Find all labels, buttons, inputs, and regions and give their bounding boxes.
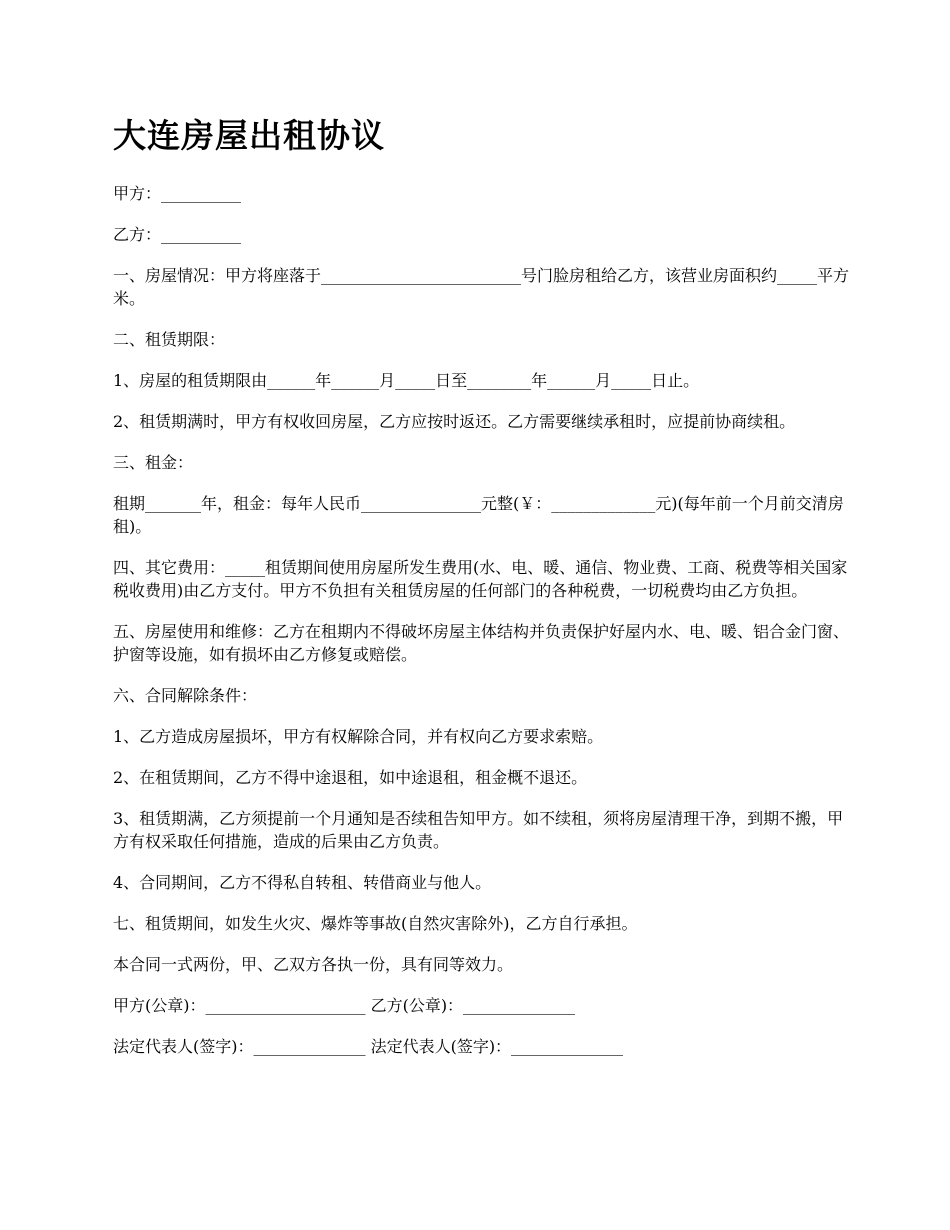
termination-clause-3: 3、租赁期满，乙方须提前一个月通知是否续租告知甲方。如不续租，须将房屋清理干净，到期不搬，甲方有权采取任何措施，造成的后果由乙方负责。 — [113, 809, 844, 851]
lease-term-clause-1: 1、房屋的租赁期限由______年______月_____日至________年______月_____日止。 — [113, 371, 700, 390]
section-rent-heading: 三、租金： — [113, 453, 194, 472]
section-lease-term-heading: 二、租赁期限： — [113, 330, 226, 349]
section-accidents: 七、租赁期间，如发生火灾、爆炸等事故(自然灾害除外)，乙方自行承担。 — [113, 914, 638, 933]
section-other-fees: 四、其它费用：_____租赁期间使用房屋所发生费用(水、电、暖、通信、物业费、工商、税费等相关国家税收费用)由乙方支付。甲方不负担有关租赁房屋的任何部门的各种税费，一切税费均由乙方负担。 — [113, 558, 848, 600]
document-title: 大连房屋出租协议 — [113, 116, 385, 155]
representative-signature-line: 法定代表人(签字)：______________ 法定代表人(签字)：______________ — [113, 1037, 624, 1056]
copies-statement: 本合同一式两份，甲、乙双方各执一份，具有同等效力。 — [113, 955, 514, 974]
seal-signature-line: 甲方(公章)：____________________ 乙方(公章)：______________ — [113, 996, 576, 1015]
rent-clause: 租期_______年，租金：每年人民币_______________元整(￥：_____________元)(每年前一个月前交清房租)。 — [113, 494, 844, 536]
party-b-line: 乙方：__________ — [113, 225, 242, 244]
section-termination-heading: 六、合同解除条件： — [113, 686, 258, 705]
termination-clause-2: 2、在租赁期间，乙方不得中途退租，如中途退租，租金概不退还。 — [113, 768, 588, 787]
party-a-line: 甲方：__________ — [113, 184, 242, 203]
lease-term-clause-2: 2、租赁期满时，甲方有权收回房屋，乙方应按时返还。乙方需要继续承租时，应提前协商续租。 — [113, 412, 796, 431]
document-page — [113, 112, 858, 1076]
termination-clause-4: 4、合同期间，乙方不得私自转租、转借商业与他人。 — [113, 873, 492, 892]
section-property-info: 一、房屋情况：甲方将座落于_________________________号门脸房租给乙方，该营业房面积约_____平方米。 — [113, 266, 850, 308]
section-use-and-repair: 五、房屋使用和维修：乙方在租期内不得破坏房屋主体结构并负责保护好屋内水、电、暖、铝合金门窗、护窗等设施，如有损坏由乙方修复或赔偿。 — [113, 622, 850, 664]
termination-clause-1: 1、乙方造成房屋损坏，甲方有权解除合同，并有权向乙方要求索赔。 — [113, 727, 604, 746]
